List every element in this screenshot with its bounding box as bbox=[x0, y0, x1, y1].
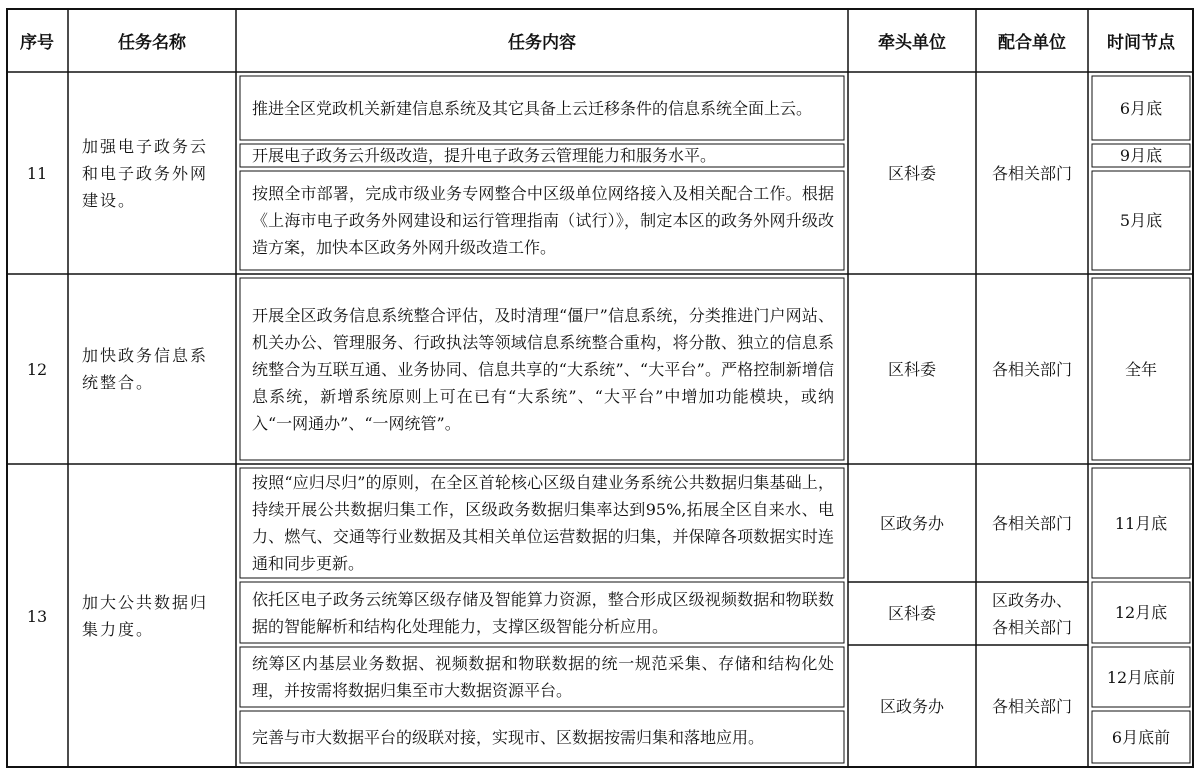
row-13-lead-unit-1: 区政务办 bbox=[879, 513, 944, 533]
row-13-content-2: 依托区电子政务云统筹区级存储及智能算力资源，整合形成区级视频数据和物联数据的智能解析和结构化处理能力，支撑区级智能分析应用。 bbox=[252, 589, 834, 636]
row-13-content-3: 统筹区内基层业务数据、视频数据和物联数据的统一规范采集、存储和结构化处理，并按需将数据归集至市大数据资源平台。 bbox=[252, 654, 834, 700]
header-task-name: 任务名称 bbox=[118, 32, 186, 53]
row-13-deadline-2: 12月底 bbox=[1114, 603, 1168, 622]
row-11-content-1: 推进全区党政机关新建信息系统及其它具备上云迁移条件的信息系统全面上云。 bbox=[252, 98, 813, 118]
row-12-task-name: 加快政务信息系统整合。 bbox=[82, 346, 209, 392]
row-11-deadline-1: 6月底 bbox=[1119, 98, 1163, 118]
header-lead-unit: 牵头单位 bbox=[878, 32, 946, 53]
row-12-content-1: 开展全区政务信息系统整合评估，及时清理“僵尸”信息系统，分类推进门户网站、机关办公、管理服务、行政执法等领域信息系统整合重构，将分散、独立的信息系统整合为互联互通、业务协同、信息共享的“大系统”、“大平台”。严格控制新增信息系统，新增系统原则上可在已有“大系统”、“大平台”中增加功能模块，或纳入“一网通办”、“一网统管”。 bbox=[252, 305, 834, 433]
task-table bbox=[6, 8, 1194, 768]
header-task-content: 任务内容 bbox=[508, 32, 576, 53]
row-13-no: 13 bbox=[26, 606, 48, 626]
row-11-no: 11 bbox=[26, 163, 48, 183]
header-coop-unit: 配合单位 bbox=[998, 32, 1066, 53]
row-13-task-name: 加大公共数据归集力度。 bbox=[82, 593, 209, 639]
row-12-no: 12 bbox=[26, 359, 48, 379]
header-deadline: 时间节点 bbox=[1107, 32, 1175, 53]
row-13-coop-unit-2: 区政务办、各相关部门 bbox=[991, 590, 1072, 637]
row-11-content-2: 开展电子政务云升级改造，提升电子政务云管理能力和服务水平。 bbox=[252, 146, 717, 165]
row-11-coop-unit: 各相关部门 bbox=[991, 163, 1072, 183]
row-13-deadline-4: 6月底前 bbox=[1111, 727, 1171, 747]
row-11-content-3: 按照全市部署，完成市级业务专网整合中区级单位网络接入及相关配合工作。根据《上海市电子政务外网建设和运行管理指南（试行）》，制定本区的政务外网升级改造方案，加快本区政务外网升级改造工作。 bbox=[252, 184, 834, 257]
row-11-lead-unit: 区科委 bbox=[887, 163, 936, 183]
row-13-lead-unit-2: 区科委 bbox=[887, 604, 936, 623]
row-13-content-4: 完善与市大数据平台的级联对接，实现市、区数据按需归集和落地应用。 bbox=[252, 727, 765, 747]
row-12-lead-unit: 区科委 bbox=[887, 359, 936, 379]
row-11-deadline-3: 5月底 bbox=[1119, 211, 1163, 230]
row-13-lead-unit-3: 区政务办 bbox=[879, 697, 944, 716]
row-13-deadline-3: 12月底前 bbox=[1106, 667, 1176, 687]
row-13-coop-unit-3: 各相关部门 bbox=[991, 697, 1072, 716]
header-no: 序号 bbox=[20, 32, 54, 53]
row-11-task-name: 加强电子政务云和电子政务外网建设。 bbox=[82, 136, 209, 210]
row-12-coop-unit: 各相关部门 bbox=[991, 359, 1072, 379]
row-12-deadline-1: 全年 bbox=[1124, 359, 1157, 379]
row-13-coop-unit-1: 各相关部门 bbox=[991, 513, 1072, 533]
row-13-deadline-1: 11月底 bbox=[1114, 513, 1168, 533]
row-13-content-1: 按照“应归尽归”的原则，在全区首轮核心区级自建业务系统公共数据归集基础上，持续开展公共数据归集工作，区级政务数据归集率达到95%,拓展全区自来水、电力、燃气、交通等行业数据及其相关单位运营数据的归集，并保障各项数据实时连通和同步更新。 bbox=[252, 473, 834, 573]
row-11-deadline-2: 9月底 bbox=[1119, 146, 1163, 165]
